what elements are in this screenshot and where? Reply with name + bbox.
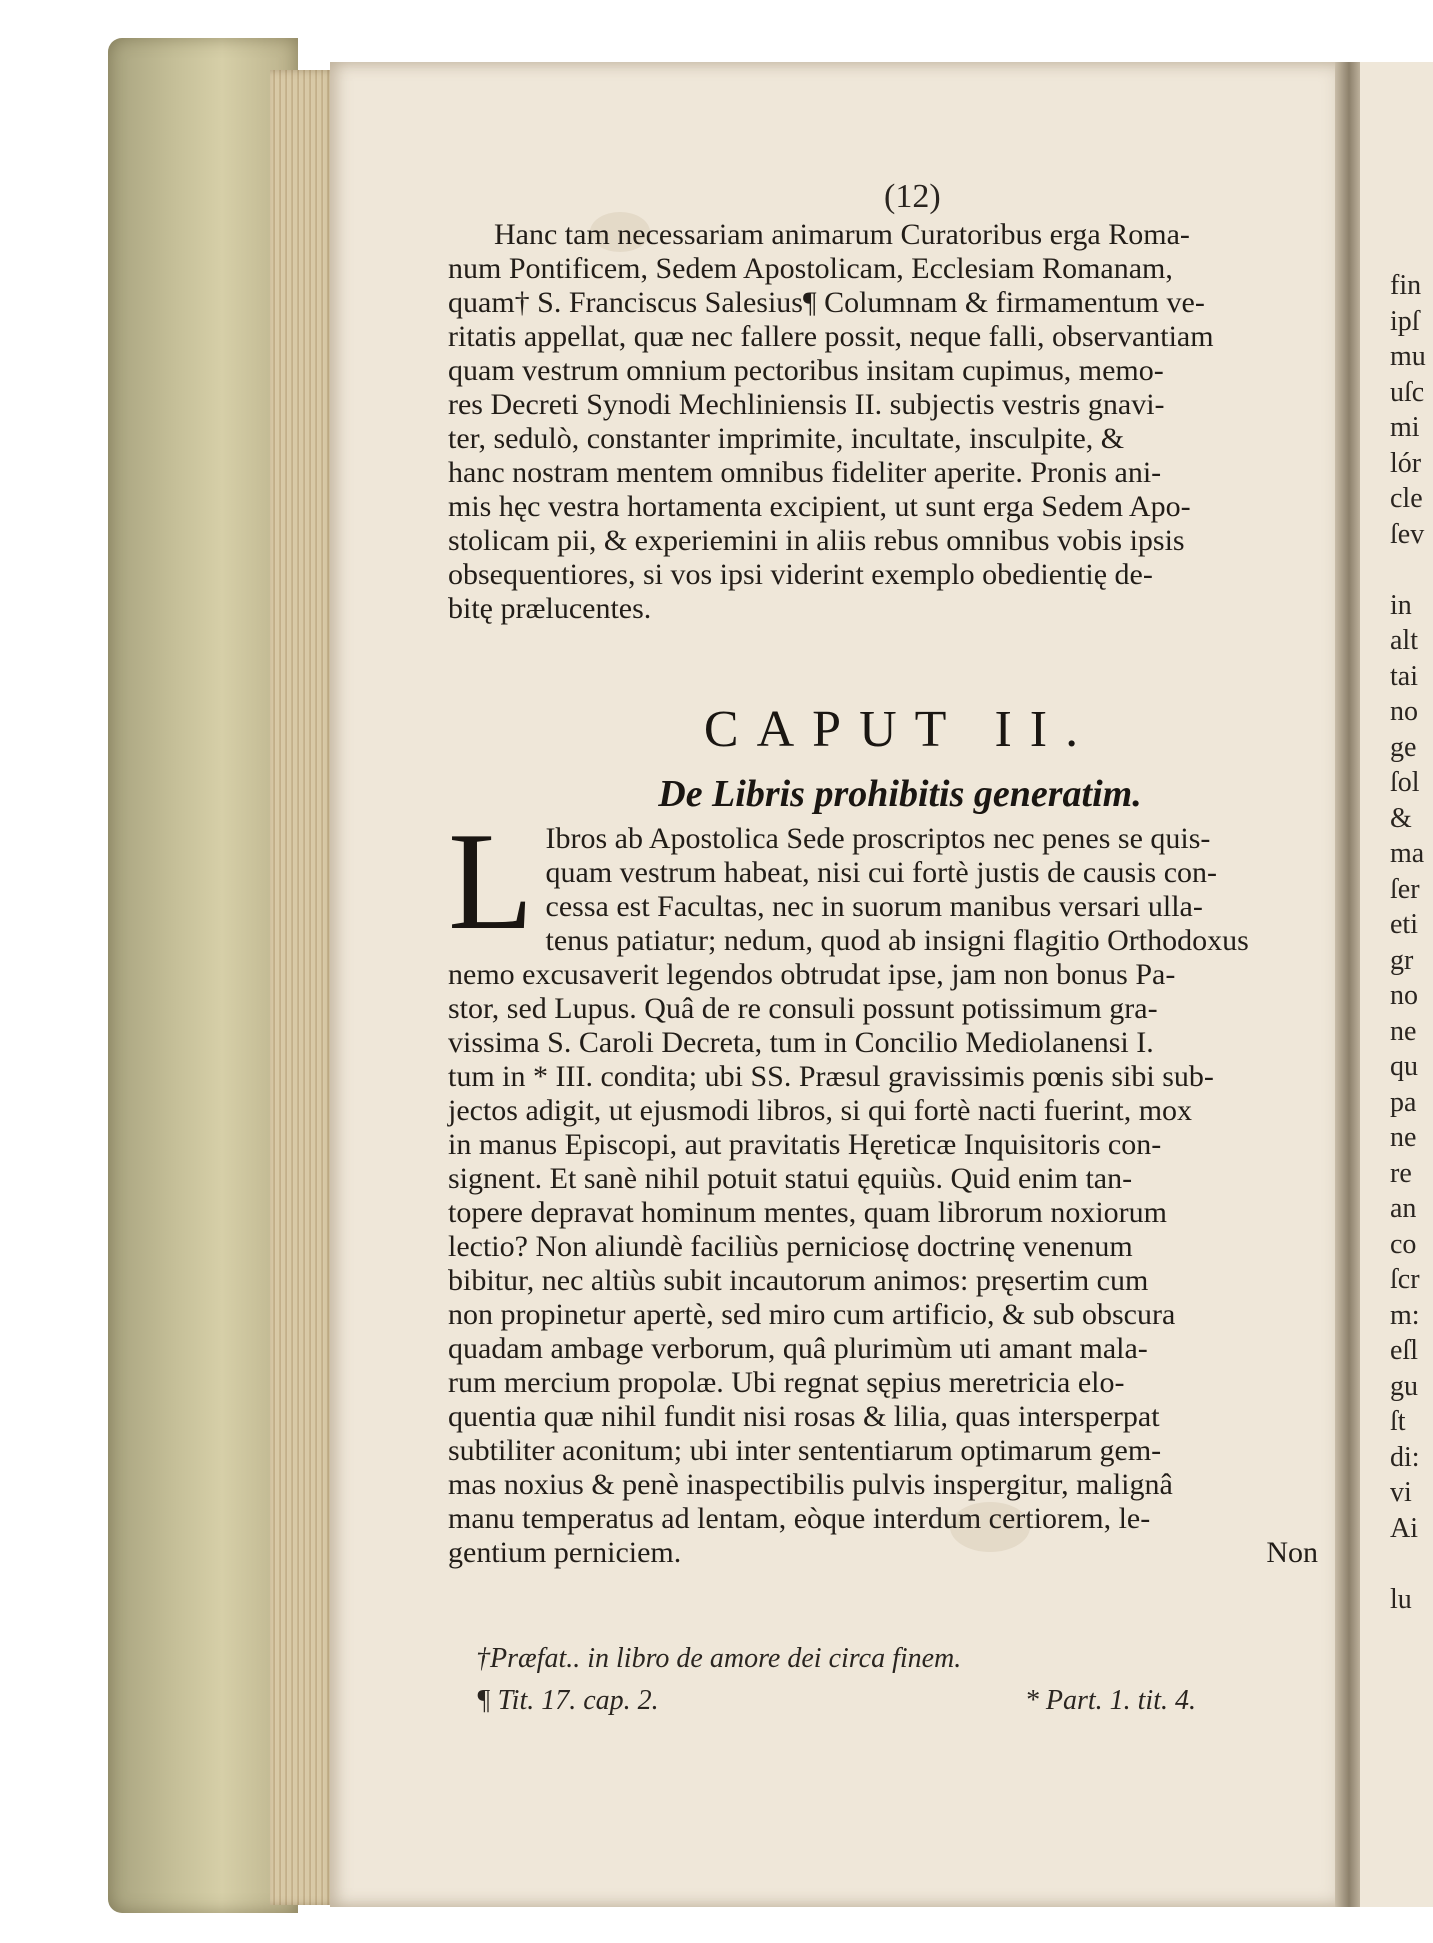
facing-page-fragment: gu [1390, 1370, 1418, 1402]
footnote-3: * Part. 1. tit. 4. [1024, 1685, 1196, 1716]
facing-page-fragment: qu [1390, 1051, 1418, 1082]
facing-page-fragment: no [1390, 696, 1418, 727]
paragraph-2-line: rum mercium propolæ. Ubi regnat sępius meretricia elo- [448, 1366, 1125, 1399]
facing-page-fragment: & [1390, 802, 1412, 834]
paragraph-2-line: stor, sed Lupus. Quâ de re consuli possunt potissimum gra- [448, 992, 1158, 1025]
paragraph-1-line: res Decreti Synodi Mechliniensis II. subjectis vestris gnavi- [448, 388, 1165, 421]
facing-page-fragment: ma [1390, 838, 1425, 869]
paragraph-1 [448, 218, 1318, 626]
facing-page-fragment: ſev [1390, 518, 1425, 550]
paragraph-1-line: quam vestrum omnium pectoribus insitam cupimus, memo- [448, 354, 1164, 387]
paragraph-2-line: Ibros ab Apostolica Sede proscriptos nec penes se quis- [545, 822, 1211, 855]
paragraph-1-line: hanc nostram mentem omnibus fideliter aperite. Pronis ani- [448, 456, 1162, 489]
paragraph-2-line: mas noxius & penè inaspectibilis pulvis inspergitur, malignâ [448, 1468, 1173, 1501]
chapter-heading: CAPUT II. [703, 701, 1097, 758]
paragraph-1-line: bitę prælucentes. [448, 592, 652, 625]
facing-page-fragment: ne [1390, 1122, 1417, 1153]
facing-page-fragment: in [1390, 589, 1412, 621]
paragraph-2-line: non propinetur apertè, sed miro cum artificio, & sub obscura [448, 1298, 1176, 1331]
facing-page-fragment: vi [1390, 1477, 1412, 1508]
paragraph-1-line: Hanc tam necessariam animarum Curatoribus erga Roma- [494, 218, 1190, 251]
facing-page-fragment: co [1390, 1228, 1417, 1260]
paragraph-2-line: quam vestrum habeat, nisi cui fortè justis de causis con- [545, 856, 1218, 889]
paragraph-2 [448, 804, 1318, 1570]
last-line-text: gentium perniciem. [448, 1536, 682, 1569]
book-gutter [1335, 62, 1363, 1907]
facing-page-fragment: Ai [1390, 1512, 1418, 1544]
paragraph-2-line: topere depravat hominum mentes, quam librorum noxiorum [448, 1196, 1168, 1229]
facing-page-fragment: di: [1390, 1441, 1420, 1473]
facing-page-fragment: eſl [1390, 1335, 1418, 1366]
facing-page-fragment: uſc [1390, 376, 1425, 408]
footnotes [476, 1638, 1316, 1722]
facing-page-fragment: gr [1390, 944, 1414, 976]
facing-page-fragment: ſcr [1390, 1264, 1420, 1295]
facing-page-fragment: no [1390, 980, 1418, 1011]
paragraph-2-line: tum in * III. condita; ubi SS. Præsul gravissimis pœnis sibi sub- [448, 1060, 1214, 1093]
paragraph-1-line: obsequentiores, si vos ipsi viderint exemplo obedientię de- [448, 558, 1153, 591]
facing-page-fragment: lór [1390, 447, 1422, 479]
facing-page-fragment: alt [1390, 625, 1418, 656]
paragraph-2-line: tenus patiatur; nedum, quod ab insigni flagitio Orthodoxus [545, 924, 1249, 957]
facing-page-fragment: ſt [1390, 1406, 1406, 1437]
footnote-2: ¶ Tit. 17. cap. 2. [476, 1685, 659, 1716]
paragraph-2-line: bibitur, nec altiùs subit incautorum animos: pręsertim cum [448, 1264, 1149, 1297]
facing-page-fragment: ne [1390, 1015, 1417, 1047]
paragraph-2-line: nemo excusaverit legendos obtrudat ipse, jam non bonus Pa- [448, 958, 1176, 991]
paragraph-2-line: cessa est Facultas, nec in suorum manibus versari ulla- [545, 890, 1203, 923]
paragraph-2-line: quadam ambage verborum, quâ plurimùm uti amant mala- [448, 1332, 1148, 1365]
paragraph-2-line: jectos adigit, ut ejusmodi libros, si qui fortè nacti fuerint, mox [448, 1094, 1193, 1127]
paragraph-1-line: ter, sedulò, constanter imprimite, incultate, insculpite, & [448, 422, 1125, 455]
facing-page-fragment: pa [1390, 1086, 1417, 1118]
facing-page-fragment: ipſ [1390, 305, 1420, 337]
chapter-subheading: De Libris prohibitis generatim. [658, 773, 1142, 815]
drop-cap-letter: L [448, 804, 534, 959]
paragraph-2-line: quentia quæ nihil fundit nisi rosas & lilia, quas intersperpat [448, 1400, 1160, 1433]
facing-page-fragment: an [1390, 1193, 1417, 1224]
footnote-1: †Præfat.. in libro de amore dei circa finem. [476, 1643, 962, 1674]
paragraph-2-line: subtiliter aconitum; ubi inter sententiarum optimarum gem- [448, 1434, 1162, 1467]
paragraph-2-line: vissima S. Caroli Decreta, tum in Concilio Mediolanensi I. [448, 1026, 1154, 1059]
catchword: Non [1266, 1536, 1318, 1569]
paragraph-1-line: ritatis appellat, quæ nec fallere possit, neque falli, observantiam [448, 320, 1214, 353]
facing-page-fragment: ſer [1390, 873, 1420, 905]
page-edges [270, 70, 336, 1905]
facing-page-fragment: eti [1390, 909, 1418, 940]
facing-page-fragment: mu [1390, 341, 1426, 372]
facing-page-fragment: ſol [1390, 767, 1420, 798]
paragraph-2-line: lectio? Non aliundè faciliùs perniciosę doctrinę venenum [448, 1230, 1133, 1263]
paragraph-1-line: mis hęc vestra hortamenta excipient, ut sunt erga Sedem Apo- [448, 490, 1191, 523]
paragraph-2-line: manu temperatus ad lentam, eòque interdum certiorem, le- [448, 1502, 1151, 1535]
facing-page-fragment: tai [1390, 660, 1418, 692]
facing-page [1360, 62, 1433, 1907]
facing-page-fragment: cle [1390, 483, 1423, 514]
paragraph-1-line: quam† S. Franciscus Salesius¶ Columnam & firmamentum ve- [448, 286, 1205, 319]
facing-page-fragment: mi [1390, 412, 1420, 443]
last-line [448, 1536, 1318, 1570]
facing-page-fragment: re [1390, 1157, 1412, 1189]
paragraph-2-line: in manus Episcopi, aut pravitatis Hęreticæ Inquisitoris con- [448, 1128, 1162, 1161]
paragraph-1-line: stolicam pii, & experiemini in aliis rebus omnibus vobis ipsis [448, 524, 1185, 557]
facing-page-fragment: fin [1390, 270, 1422, 301]
page-number: (12) [884, 178, 941, 215]
paragraph-1-line: num Pontificem, Sedem Apostolicam, Ecclesiam Romanam, [448, 252, 1173, 285]
facing-page-fragment: lu [1390, 1583, 1412, 1615]
facing-page-fragment: ge [1390, 731, 1417, 763]
facing-page-fragment: m: [1390, 1299, 1420, 1331]
paragraph-2-line: signent. Et sanè nihil potuit statui ęquiùs. Quid enim tan- [448, 1162, 1133, 1195]
